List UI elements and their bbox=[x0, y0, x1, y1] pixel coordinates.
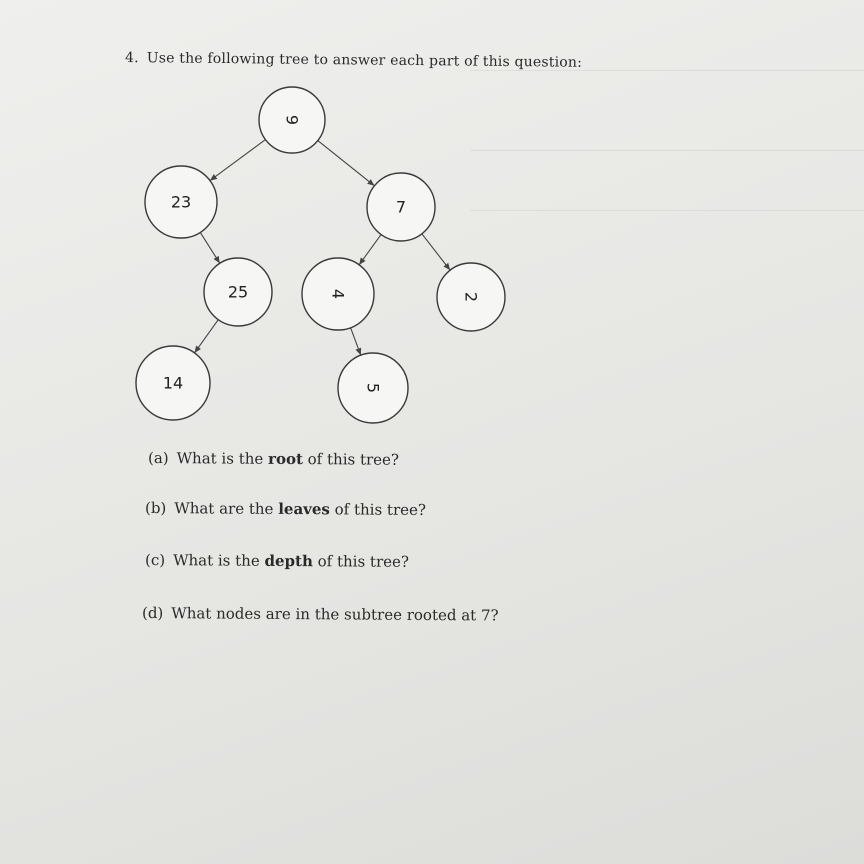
part-c bbox=[145, 551, 409, 571]
tree-node-5 bbox=[338, 353, 408, 423]
part-keyword: root bbox=[268, 449, 303, 469]
part-label: (c) bbox=[144, 551, 166, 570]
tree-node-2 bbox=[437, 263, 505, 331]
tree-edge-7-to-4 bbox=[359, 235, 381, 265]
tree-node-label: 2 bbox=[461, 291, 481, 303]
tree-node-9 bbox=[259, 87, 325, 153]
part-keyword: leaves bbox=[278, 499, 330, 519]
tree-node-label: 25 bbox=[227, 282, 249, 302]
part-text: What nodes are in the subtree rooted at 7? bbox=[171, 604, 499, 625]
tree-node-7 bbox=[367, 173, 435, 241]
part-label: (a) bbox=[147, 449, 169, 468]
tree-node-23 bbox=[145, 166, 217, 238]
tree-node-label: 4 bbox=[328, 288, 348, 300]
tree-node-label: 9 bbox=[282, 114, 302, 126]
tree-edge-7-to-2 bbox=[422, 234, 450, 270]
tree-edge-23-to-25 bbox=[200, 232, 220, 263]
part-label: (b) bbox=[144, 499, 167, 518]
part-text: of this tree? bbox=[312, 552, 410, 571]
tree-node-14 bbox=[136, 346, 210, 420]
tree-node-label: 5 bbox=[363, 382, 383, 394]
part-keyword: depth bbox=[264, 551, 313, 571]
part-b bbox=[145, 499, 426, 519]
part-label: (d) bbox=[141, 604, 164, 623]
part-d bbox=[142, 604, 499, 624]
tree-edge-9-to-7 bbox=[318, 141, 375, 186]
tree-edge-25-to-14 bbox=[195, 320, 219, 353]
question-prompt: Use the following tree to answer each part of this question: bbox=[146, 50, 583, 71]
tree-node-25 bbox=[204, 258, 272, 326]
part-text: of this tree? bbox=[329, 500, 427, 519]
part-text: of this tree? bbox=[302, 450, 400, 469]
part-text: What are the bbox=[174, 499, 279, 518]
part-a bbox=[148, 449, 399, 469]
tree-node-4 bbox=[302, 258, 374, 330]
tree-node-label: 14 bbox=[162, 373, 184, 393]
tree-edge-4-to-5 bbox=[351, 328, 361, 355]
question-number: 4. bbox=[124, 50, 139, 67]
tree-node-label: 23 bbox=[170, 192, 192, 212]
part-text: What is the bbox=[176, 449, 269, 468]
part-text: What is the bbox=[173, 551, 265, 570]
tree-node-label: 7 bbox=[395, 197, 407, 217]
tree-edge-9-to-23 bbox=[210, 140, 266, 181]
